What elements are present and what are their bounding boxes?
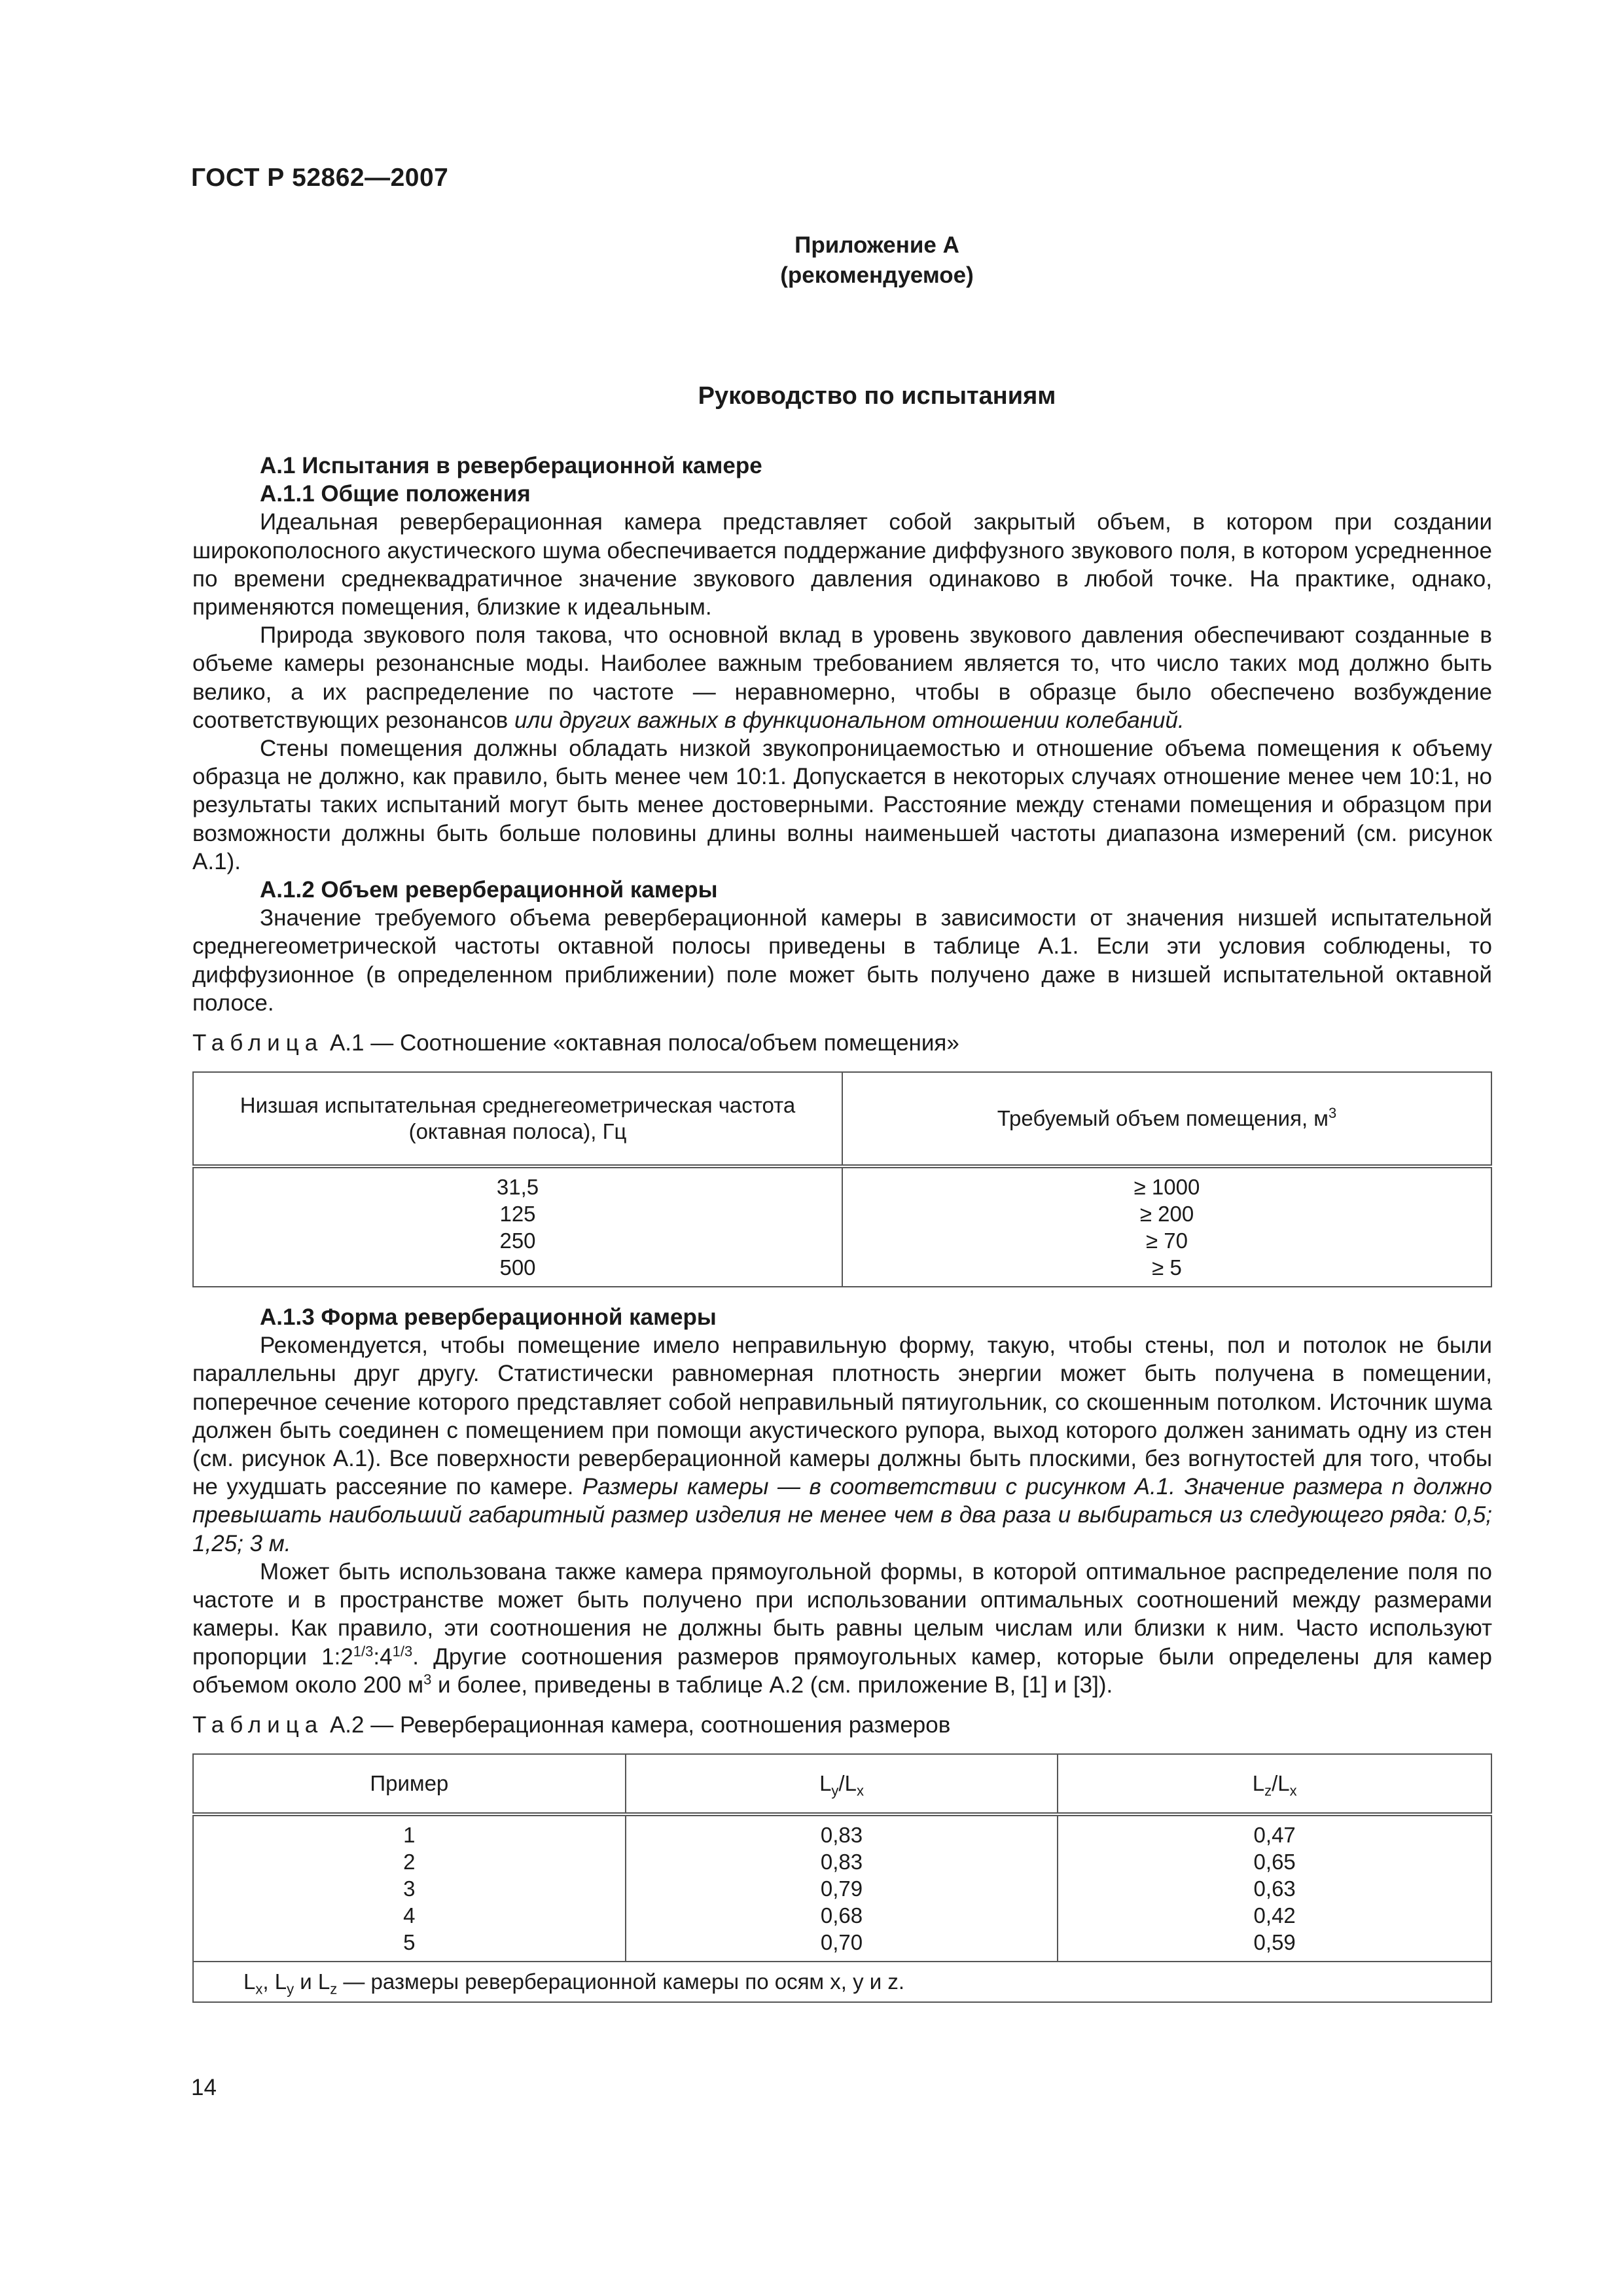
cell-value: ≥ 1000 [1133, 1175, 1200, 1200]
table-row [193, 1166, 1491, 1287]
paragraph-italic-text: или других важных в функциональном отношении колебаний. [514, 707, 1185, 733]
table-header-row [193, 1754, 1491, 1814]
superscript: 1/3 [353, 1642, 374, 1659]
table-row [193, 1814, 1491, 1962]
document-id: ГОСТ Р 52862—2007 [191, 164, 449, 192]
paragraph-text: Рекомендуется, чтобы помещение имело неправильную форму, такую, чтобы стены, пол и потолок не были параллельны друг другу. Статистически равномерная плотность энергии может быть получена в помещении, поперечное сечение которого представляет собой неправильный пятиугольник, со скошенным потолком. Источник шума должен быть соединен с помещением при помощи акустического рупора, выход которого должен занимать одну из стен (см. рисунок А.1). Все поверхности реверберационной камеры должны быть плоскими, без вогнутостей для того, чтобы не ухудшать рассеяние по камере. [192, 1333, 1492, 1500]
paragraph [192, 621, 1492, 734]
paragraph-text: :4 [373, 1643, 393, 1670]
table-note-row [193, 1962, 1491, 2002]
header-subscript: x [1289, 1782, 1297, 1799]
paragraph: Стены помещения должны обладать низкой звукопроницаемостью и отношение объема помещения к объему образца не должно, как правило, быть менее чем 10:1. Допускается в некоторых случаях отношение менее чем 10:1, но результаты таких испытаний могут быть менее достоверными. Расстояние между стенами помещения и образцом при возможности должны быть больше половины длины волны наименьшей частоты диапазона измерений (см. рисунок А.1). [192, 736, 1492, 874]
table-cell [842, 1166, 1491, 1287]
paragraph-italic-text: Размеры камеры — в соответствии с рисунком А.1. Значение размера n должно превышать наибольший габаритный размер изделия не менее чем в два раза и выбираться из следующего ряда: 0,5; 1,25; 3 м. [192, 1474, 1492, 1556]
note-subscript: y [287, 1981, 294, 1998]
cell-value: 2 [403, 1849, 416, 1874]
cell-value: 250 [499, 1229, 536, 1253]
paragraph-text: и более, приведены в таблице А.2 (см. приложение В, [1] и [3]). [431, 1672, 1113, 1698]
table-a1 [192, 1071, 1492, 1287]
cell-value: 0,47 [1253, 1822, 1296, 1847]
cell-value: 0,68 [820, 1903, 863, 1928]
table-a2-caption [192, 1711, 1492, 1739]
document-body [192, 452, 1492, 2003]
section-a11-heading: А.1.1 Общие положения [260, 481, 531, 507]
header-subscript: z [1264, 1782, 1272, 1799]
header-text: L [1252, 1770, 1265, 1795]
page-title: Руководство по испытаниям [698, 382, 1056, 410]
paragraph-text: Может быть использована также камера прямоугольной формы, в которой оптимальное распределение поля по частоте и в пространстве может быть получено при использовании оптимальных соотношений между размерами камеры. Как правило, эти соотношения не должны быть равны целым числам или близки к ним. Часто используют пропорции 1:2 [192, 1558, 1492, 1670]
cell-value: 0,83 [820, 1849, 863, 1874]
header-text: /L [1272, 1770, 1290, 1795]
superscript: 3 [423, 1671, 432, 1688]
paragraph: Идеальная реверберационная камера представляет собой закрытый объем, в котором при создании широкополосного акустического шума обеспечивается поддержание диффузного звукового поля, в котором усредненное по времени среднеквадратичное значение звукового давления одинаково в любой точке. На практике, однако, применяются помещения, близкие к идеальным. [192, 509, 1492, 620]
table-a1-caption [192, 1029, 1492, 1057]
header-text: /L [838, 1770, 857, 1795]
cell-value: ≥ 200 [1139, 1202, 1194, 1227]
note-subscript: x [255, 1981, 263, 1998]
caption-text: А.1 — Соотношение «октавная полоса/объем помещения» [323, 1030, 959, 1056]
cell-value: ≥ 70 [1146, 1229, 1188, 1253]
note-text: L [243, 1969, 256, 1994]
table-header-cell [193, 1072, 842, 1166]
header-text: L [819, 1770, 832, 1795]
table-cell [626, 1814, 1058, 1962]
table-header-cell [626, 1754, 1058, 1814]
table-note [193, 1962, 1491, 2002]
appendix-label [0, 230, 1623, 291]
cell-value: 0,63 [1253, 1876, 1296, 1901]
table-a2 [192, 1753, 1492, 2003]
table-header-cell [1058, 1754, 1491, 1814]
cell-value: ≥ 5 [1152, 1255, 1182, 1280]
superscript: 1/3 [392, 1642, 413, 1659]
cell-value: 5 [403, 1929, 416, 1954]
header-subscript: x [856, 1782, 864, 1799]
table-cell [193, 1166, 842, 1287]
header-text: Низшая испытательная среднегеометрическая частота (октавная полоса), Гц [240, 1093, 796, 1144]
note-subscript: z [330, 1981, 338, 1998]
table-cell [193, 1814, 626, 1962]
paragraph: Значение требуемого объема реверберационной камеры в зависимости от значения низшей испытательной среднегеометрической частоты октавной полосы приведены в таблице А.1. Если эти условия соблюдены, то диффузионное (в определенном приближении) поле может быть получено даже в низшей испытательной октавной полосе. [192, 905, 1492, 1016]
appendix-status: (рекомендуемое) [780, 262, 974, 288]
table-cell [1058, 1814, 1491, 1962]
paragraph [192, 1558, 1492, 1699]
table-header-cell: Пример [193, 1754, 626, 1814]
cell-value: 3 [403, 1876, 416, 1901]
cell-value: 125 [499, 1202, 536, 1227]
note-text: — размеры реверберационной камеры по осям x, y и z. [337, 1969, 905, 1994]
section-a12-heading: А.1.2 Объем реверберационной камеры [260, 877, 718, 903]
note-text: и L [294, 1969, 330, 1994]
cell-value: 0,70 [820, 1929, 863, 1954]
caption-text: А.2 — Реверберационная камера, соотношения размеров [323, 1712, 951, 1738]
paragraph-text: . Другие соотношения размеров прямоугольных камер, которые были определены для камер объемом около 200 м [192, 1643, 1492, 1698]
paragraph-text: Природа звукового поля такова, что основной вклад в уровень звукового давления обеспечивают созданные в объеме камеры резонансные моды. Наиболее важным требованием является то, что число таких мод должно быть велико, а их распределение по частоте — неравномерно, чтобы в образце было обеспечено возбуждение соответствующих резонансов [192, 622, 1492, 733]
caption-word: Таблица [192, 1030, 324, 1056]
note-text: , L [262, 1969, 287, 1994]
section-a1-heading: А.1 Испытания в реверберационной камере [260, 453, 762, 478]
cell-value: 0,65 [1253, 1849, 1296, 1874]
section-a13-heading: А.1.3 Форма реверберационной камеры [260, 1304, 717, 1331]
page-number: 14 [191, 2075, 217, 2100]
appendix-title: Приложение А [794, 232, 959, 258]
table-header-row [193, 1072, 1491, 1166]
paragraph [192, 1331, 1492, 1558]
cell-value: 0,59 [1253, 1929, 1296, 1954]
cell-value: 500 [499, 1255, 536, 1280]
cell-value: 0,83 [820, 1822, 863, 1847]
cell-value: 31,5 [496, 1175, 539, 1200]
header-text: Требуемый объем помещения, м [997, 1106, 1329, 1131]
cell-value: 0,42 [1253, 1903, 1296, 1928]
cell-value: 1 [403, 1822, 416, 1847]
header-superscript: 3 [1329, 1105, 1337, 1122]
cell-value: 0,79 [820, 1876, 863, 1901]
header-subscript: y [831, 1782, 839, 1799]
cell-value: 4 [403, 1903, 416, 1928]
table-header-cell [842, 1072, 1491, 1166]
caption-word: Таблица [192, 1712, 324, 1738]
